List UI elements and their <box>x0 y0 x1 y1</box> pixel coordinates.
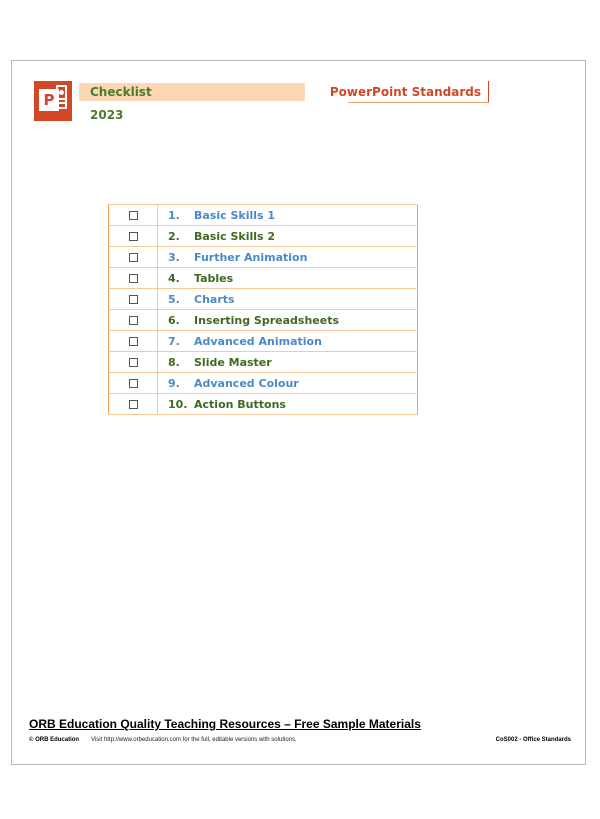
item-label: Action Buttons <box>194 394 418 415</box>
item-number: 6. <box>158 310 195 331</box>
checklist-row <box>109 226 418 247</box>
checkbox[interactable] <box>129 316 138 325</box>
footer-copyright: © ORB Education <box>29 737 80 743</box>
powerpoint-logo-icon <box>34 81 72 121</box>
subject-heading: PowerPoint Standards <box>329 85 481 99</box>
checkbox[interactable] <box>129 253 138 262</box>
item-label: Inserting Spreadsheets <box>194 310 418 331</box>
checklist-row <box>109 373 418 394</box>
item-number: 1. <box>158 205 195 226</box>
item-number: 5. <box>158 289 195 310</box>
checklist-row <box>109 268 418 289</box>
checkbox-cell <box>109 268 158 289</box>
checklist-row <box>109 352 418 373</box>
checkbox[interactable] <box>129 211 138 220</box>
item-number: 8. <box>158 352 195 373</box>
item-label: Further Animation <box>194 247 418 268</box>
item-label: Advanced Animation <box>194 331 418 352</box>
checkbox-cell <box>109 205 158 226</box>
item-number: 4. <box>158 268 195 289</box>
checkbox-cell <box>109 247 158 268</box>
checkbox[interactable] <box>129 400 138 409</box>
page-title: Checklist <box>90 85 152 99</box>
item-label: Advanced Colour <box>194 373 418 394</box>
footer-code: CoS002 - Office Standards <box>495 737 571 743</box>
subject-underline <box>348 102 489 103</box>
checkbox-cell <box>109 394 158 415</box>
item-number: 10. <box>158 394 195 415</box>
checkbox-cell <box>109 310 158 331</box>
checkbox[interactable] <box>129 295 138 304</box>
footer-visit-text: Visit http://www.orbeducation.com for the full, editable versions with solutions. <box>91 737 297 743</box>
item-number: 3. <box>158 247 195 268</box>
item-label: Basic Skills 1 <box>194 205 418 226</box>
checkbox-cell <box>109 373 158 394</box>
logo-slide-glyph <box>56 85 67 109</box>
checkbox[interactable] <box>129 232 138 241</box>
checkbox-cell <box>109 331 158 352</box>
item-number: 9. <box>158 373 195 394</box>
checklist-row <box>109 331 418 352</box>
checkbox-cell <box>109 226 158 247</box>
checklist-row <box>109 247 418 268</box>
checkbox[interactable] <box>129 379 138 388</box>
document-page <box>11 60 586 765</box>
checkbox-cell <box>109 289 158 310</box>
checkbox[interactable] <box>129 274 138 283</box>
checklist-row <box>109 205 418 226</box>
item-number: 7. <box>158 331 195 352</box>
item-label: Slide Master <box>194 352 418 373</box>
logo-letter: P <box>39 89 59 111</box>
checklist-row <box>109 289 418 310</box>
item-label: Basic Skills 2 <box>194 226 418 247</box>
checkbox[interactable] <box>129 337 138 346</box>
item-label: Charts <box>194 289 418 310</box>
checklist-row <box>109 394 418 415</box>
checkbox-cell <box>109 352 158 373</box>
footer-title: ORB Education Quality Teaching Resources – Free Sample Materials <box>29 717 421 731</box>
page-year: 2023 <box>90 108 124 122</box>
checklist-row <box>109 310 418 331</box>
subject-divider <box>488 81 489 103</box>
item-number: 2. <box>158 226 195 247</box>
item-label: Tables <box>194 268 418 289</box>
checklist-table <box>108 204 418 415</box>
checkbox[interactable] <box>129 358 138 367</box>
